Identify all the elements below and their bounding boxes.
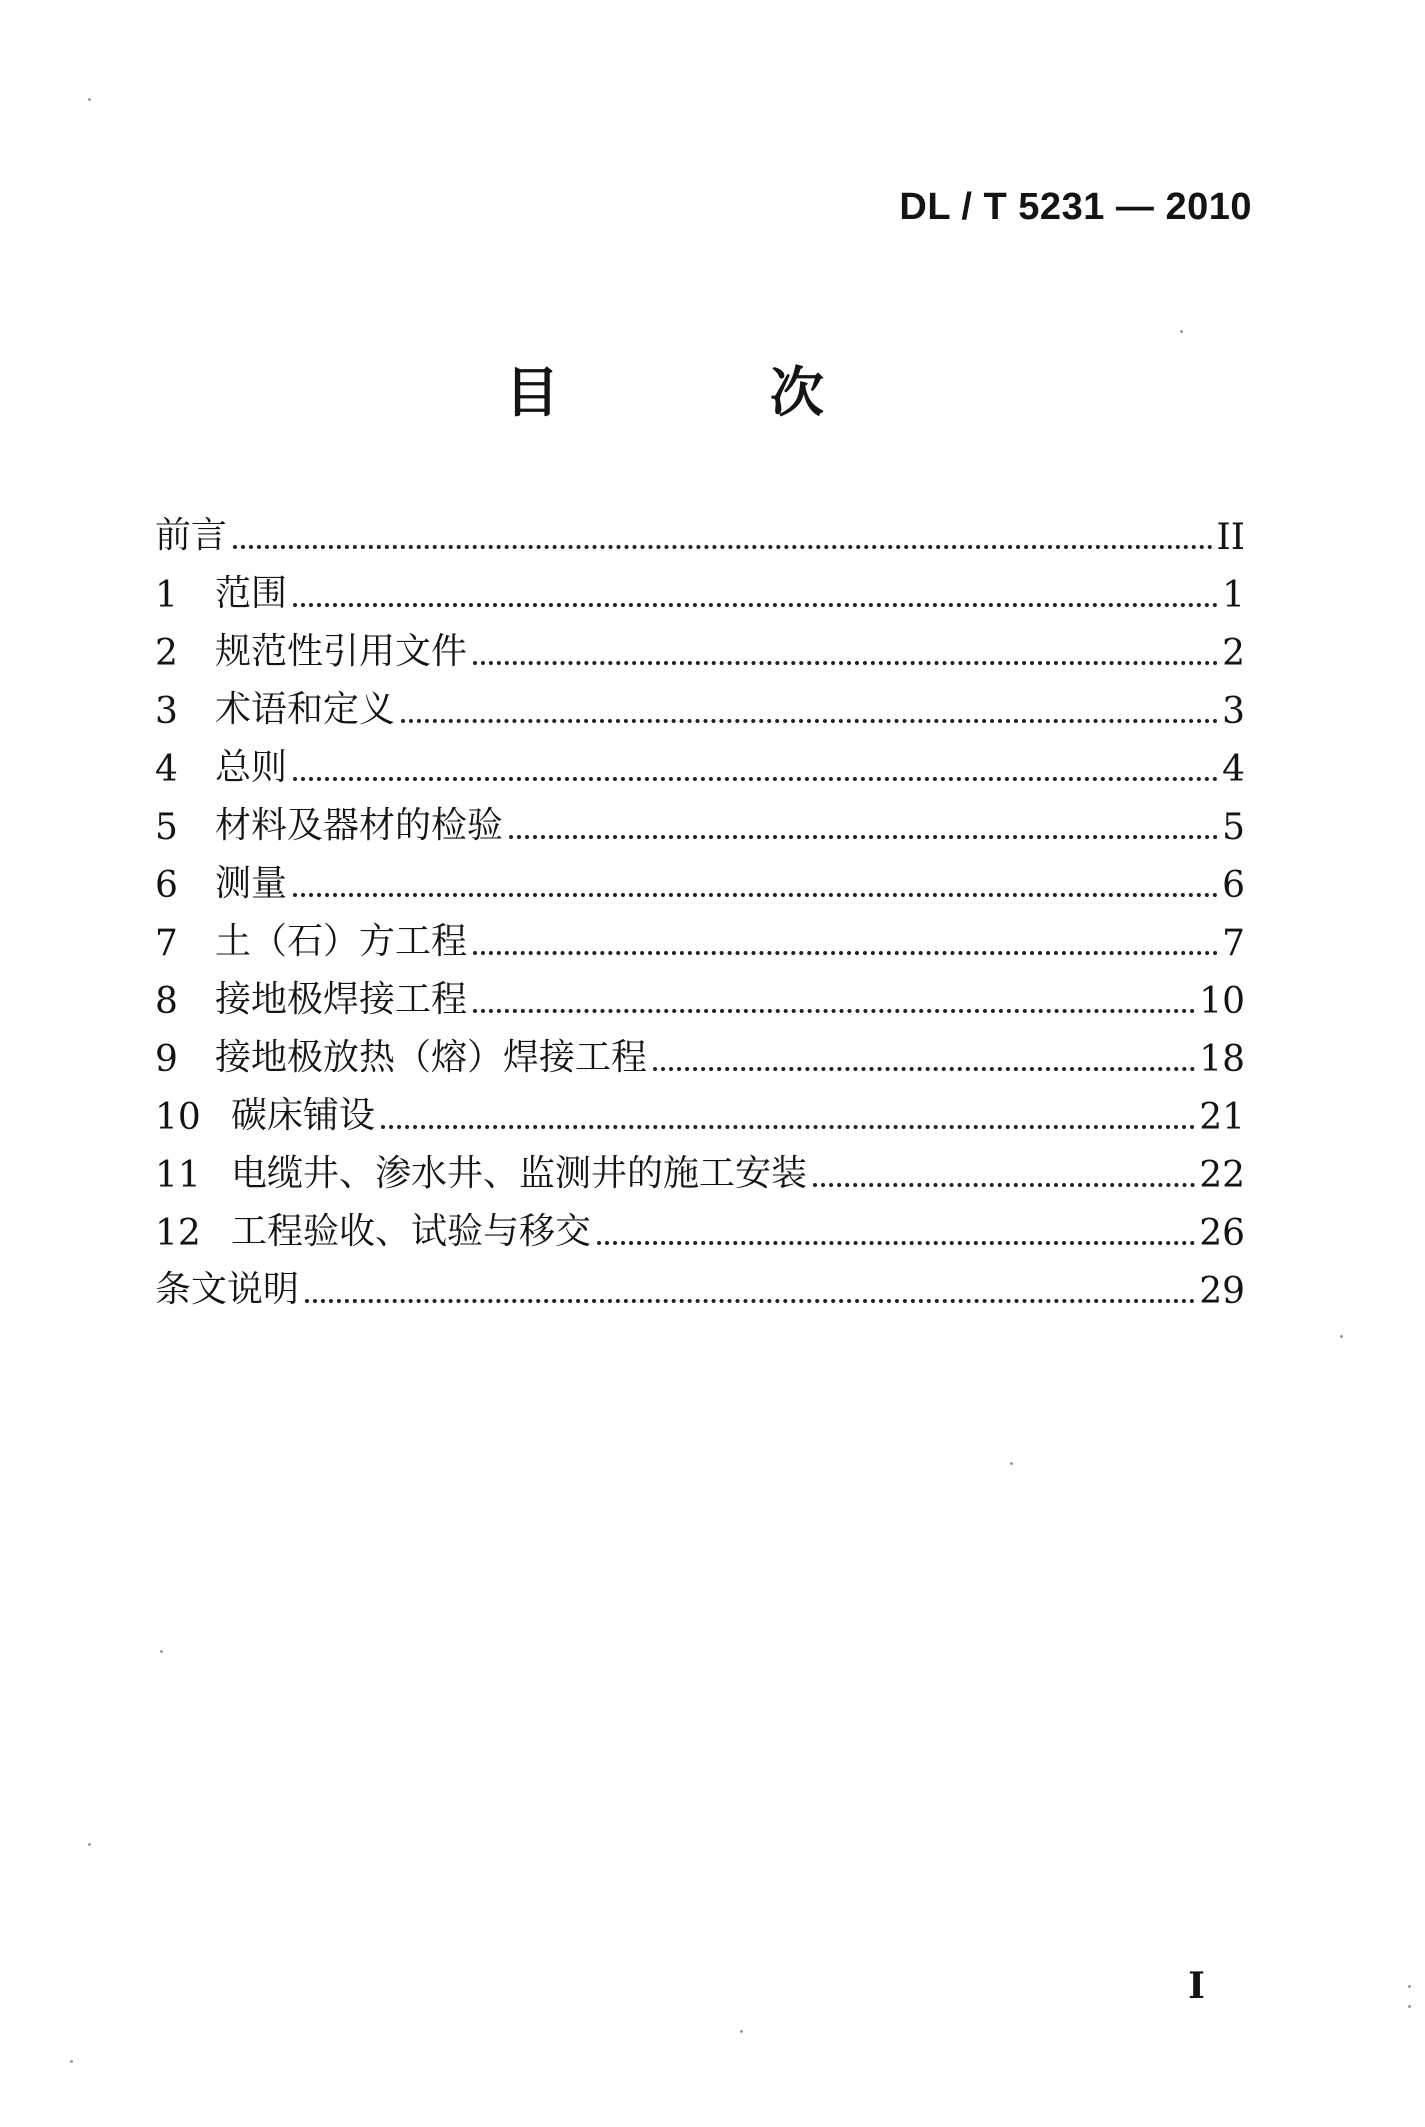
toc-entry-explanation[interactable] [155, 1254, 1245, 1312]
toc-entry-label: 术语和定义 [215, 689, 396, 730]
toc-entry-1[interactable] [155, 558, 1245, 616]
toc-entry-8[interactable] [155, 964, 1245, 1022]
toc-entry-label: 接地极焊接工程 [215, 979, 468, 1020]
toc-entry-page: 7 [1222, 923, 1245, 964]
table-of-contents [155, 500, 1245, 1312]
toc-entry-4[interactable] [155, 732, 1245, 790]
scan-speck [88, 1843, 91, 1846]
toc-entry-label: 电缆井、渗水井、监测井的施工安装 [231, 1153, 808, 1194]
scan-speck [1010, 1462, 1013, 1465]
toc-entry-page: 18 [1199, 1039, 1245, 1080]
toc-entry-5[interactable] [155, 790, 1245, 848]
dot-leader [305, 1299, 1195, 1303]
toc-entry-page: 26 [1199, 1213, 1245, 1254]
toc-entry-label: 条文说明 [155, 1269, 300, 1310]
toc-entry-page: 6 [1222, 865, 1245, 906]
toc-entry-page: 10 [1199, 981, 1245, 1022]
dot-leader [381, 1125, 1195, 1129]
toc-entry-page: 29 [1199, 1271, 1245, 1312]
toc-entry-page: II [1216, 517, 1245, 558]
scan-speck [1408, 1985, 1411, 1988]
toc-entry-11[interactable] [155, 1138, 1245, 1196]
toc-entry-label: 接地极放热（熔）焊接工程 [215, 1037, 648, 1078]
toc-entry-number: 1 [155, 575, 178, 616]
toc-entry-number: 2 [155, 633, 178, 674]
dot-leader [813, 1183, 1195, 1187]
toc-entry-label: 规范性引用文件 [215, 631, 468, 672]
toc-entry-page: 5 [1222, 807, 1245, 848]
toc-entry-label: 材料及器材的检验 [215, 805, 504, 846]
toc-entry-page: 1 [1222, 575, 1245, 616]
toc-entry-label: 土（石）方工程 [215, 921, 468, 962]
dot-leader [653, 1067, 1195, 1071]
toc-entry-12[interactable] [155, 1196, 1245, 1254]
toc-entry-number: 9 [155, 1039, 178, 1080]
toc-entry-number: 7 [155, 923, 178, 964]
toc-entry-number: 4 [155, 749, 178, 790]
scan-speck [1180, 330, 1183, 333]
toc-entry-label: 碳床铺设 [231, 1095, 376, 1136]
dot-leader [293, 893, 1218, 897]
dot-leader [597, 1241, 1195, 1245]
scan-speck [1340, 1335, 1343, 1338]
scan-speck [160, 1650, 163, 1653]
toc-entry-2[interactable] [155, 616, 1245, 674]
toc-entry-3[interactable] [155, 674, 1245, 732]
dot-leader [509, 835, 1218, 839]
toc-entry-label: 前言 [155, 515, 228, 556]
toc-entry-number: 6 [155, 865, 178, 906]
toc-entry-page: 4 [1222, 749, 1245, 790]
toc-entry-page: 21 [1199, 1097, 1245, 1138]
toc-entry-number: 10 [155, 1097, 201, 1138]
toc-entry-number: 11 [155, 1155, 201, 1196]
dot-leader [473, 951, 1218, 955]
toc-entry-number: 5 [155, 807, 178, 848]
toc-entry-number: 8 [155, 981, 178, 1022]
toc-title: 目 次 [505, 361, 920, 424]
toc-entry-page: 3 [1222, 691, 1245, 732]
toc-entry-10[interactable] [155, 1080, 1245, 1138]
toc-entry-page: 2 [1222, 633, 1245, 674]
dot-leader [293, 777, 1218, 781]
scan-speck [1408, 2005, 1411, 2008]
standard-code: DL / T 5231 — 2010 [899, 186, 1252, 228]
dot-leader [293, 603, 1218, 607]
dot-leader [233, 545, 1213, 549]
page-number: I [1188, 1965, 1205, 2007]
dot-leader [473, 661, 1218, 665]
toc-entry-page: 22 [1199, 1155, 1245, 1196]
scan-speck [88, 98, 91, 101]
toc-entry-label: 工程验收、试验与移交 [231, 1211, 592, 1252]
toc-entry-number: 3 [155, 691, 178, 732]
toc-entry-7[interactable] [155, 906, 1245, 964]
dot-leader [473, 1009, 1195, 1013]
toc-entry-label: 范围 [215, 573, 288, 614]
scan-speck [70, 2060, 73, 2063]
toc-entry-6[interactable] [155, 848, 1245, 906]
toc-entry-preface[interactable] [155, 500, 1245, 558]
toc-entry-9[interactable] [155, 1022, 1245, 1080]
dot-leader [401, 719, 1218, 723]
toc-entry-label: 测量 [215, 863, 288, 904]
toc-entry-label: 总则 [215, 747, 288, 788]
toc-entry-number: 12 [155, 1213, 201, 1254]
scan-speck [740, 2030, 743, 2033]
